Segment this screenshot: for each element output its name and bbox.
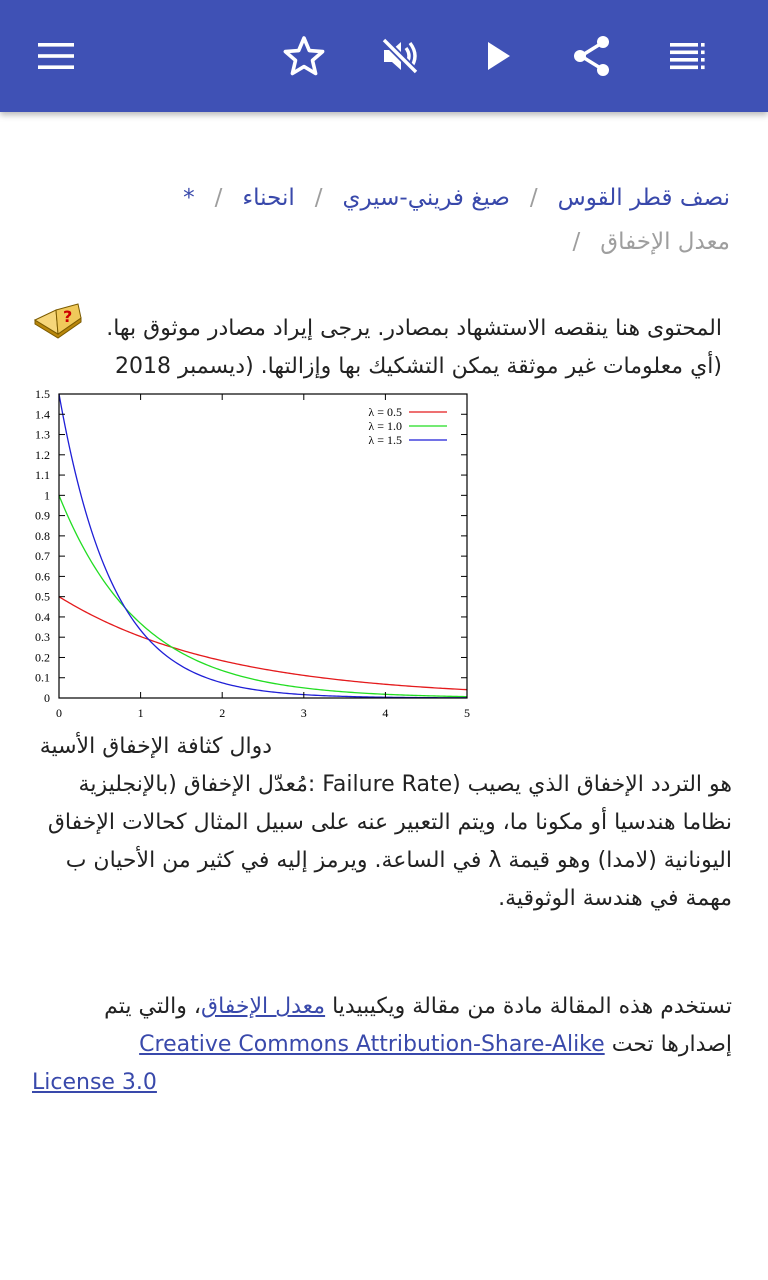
breadcrumb-separator: / — [214, 185, 223, 211]
y-tick-label: 1.5 — [35, 387, 50, 401]
list-icon — [664, 32, 712, 80]
breadcrumb-link-curvature[interactable]: انحناء — [242, 185, 295, 211]
y-tick-label: 0.8 — [35, 528, 50, 543]
favorite-button[interactable] — [280, 32, 328, 80]
share-button[interactable] — [568, 32, 616, 80]
y-tick-label: 0.3 — [35, 630, 50, 645]
x-tick-label: 5 — [464, 706, 470, 720]
menu-icon — [32, 32, 80, 80]
breadcrumb-separator: / — [572, 229, 581, 255]
play-icon — [474, 32, 522, 80]
mute-button[interactable] — [376, 32, 424, 80]
breadcrumb-separator: / — [314, 185, 323, 211]
paragraph-line: اليونانية (لامدا) وهو قيمة λ في الساعة. ويرمز إليه في كثير من الأحيان ب — [65, 848, 732, 873]
citation-notice — [32, 310, 722, 386]
y-tick-label: 0.6 — [35, 569, 50, 584]
y-tick-label: 0.7 — [35, 549, 50, 564]
plot-frame — [59, 394, 467, 698]
breadcrumb-link-arc-radius[interactable]: نصف قطر القوس — [557, 185, 730, 211]
attribution-text: إصدارها تحت — [611, 1032, 732, 1057]
notice-line: المحتوى هنا ينقصه الاستشهاد بمصادر. يرجى إيراد مصادر موثوق بها. — [106, 316, 722, 341]
legend-label: λ = 1.5 — [368, 433, 402, 447]
y-tick-label: 1.3 — [35, 427, 50, 442]
x-tick-label: 4 — [382, 706, 389, 720]
star-icon — [280, 32, 328, 80]
x-tick-label: 3 — [300, 706, 307, 720]
attribution-text: ، والتي يتم — [104, 994, 201, 1019]
license-link[interactable]: License 3.0 — [32, 1070, 157, 1095]
license-link[interactable]: Creative Commons Attribution-Share-Alike — [139, 1032, 605, 1057]
series-line — [59, 495, 467, 696]
y-tick-label: 1.1 — [35, 468, 50, 483]
paragraph-line: هو التردد الإخفاق الذي يصيب (Failure Rate :مُعدّل الإخفاق (بالإنجليزية — [78, 772, 732, 797]
figure-caption: دوال كثافة الإخفاق الأسية — [39, 734, 272, 759]
legend-label: λ = 0.5 — [368, 405, 402, 419]
breadcrumb-separator: / — [529, 185, 538, 211]
play-button[interactable] — [474, 32, 522, 80]
series-line — [59, 597, 467, 690]
breadcrumb-current: معدل الإخفاق — [600, 229, 730, 255]
share-icon — [568, 32, 616, 80]
app-bar — [0, 0, 768, 112]
breadcrumb — [40, 176, 730, 264]
x-tick-label: 2 — [219, 706, 226, 720]
series-line — [59, 394, 467, 698]
menu-button[interactable] — [32, 32, 80, 80]
svg-text:?: ? — [63, 307, 73, 326]
y-tick-label: 0.1 — [35, 670, 50, 685]
x-tick-label: 1 — [137, 706, 144, 720]
y-tick-label: 1 — [44, 488, 50, 503]
attribution-notice — [32, 988, 732, 1102]
wikipedia-article-link[interactable]: معدل الإخفاق — [201, 994, 326, 1019]
attribution-text: تستخدم هذه المقالة مادة من مقالة ويكيبيديا — [332, 994, 732, 1019]
failure-density-chart — [28, 384, 478, 724]
x-tick-label: 0 — [56, 706, 62, 720]
y-tick-label: 0.5 — [35, 589, 50, 604]
y-tick-label: 0.4 — [35, 609, 50, 624]
y-tick-label: 0.2 — [35, 650, 50, 665]
mute-icon — [376, 32, 424, 80]
breadcrumb-link-frenet-serret[interactable]: صيغ فريني-سيري — [342, 185, 510, 211]
paragraph-line: نظاما هندسيا أو مكونا ما، ويتم التعبير عنه على سبيل المثال كحالات الإخفاق — [47, 810, 732, 835]
y-tick-label: 1.2 — [35, 447, 50, 462]
legend-label: λ = 1.0 — [368, 419, 402, 433]
y-tick-label: 0 — [44, 691, 50, 705]
y-tick-label: 1.4 — [35, 407, 50, 422]
notice-line: (أي معلومات غير موثقة يمكن التشكيك بها وإزالتها. (ديسمبر 2018 — [115, 354, 722, 379]
y-tick-label: 0.9 — [35, 508, 50, 523]
breadcrumb-link-home[interactable]: * — [183, 185, 195, 211]
contents-list-button[interactable] — [664, 32, 712, 80]
paragraph-line: مهمة في هندسة الوثوقية. — [498, 886, 732, 911]
article-paragraph — [32, 766, 732, 918]
